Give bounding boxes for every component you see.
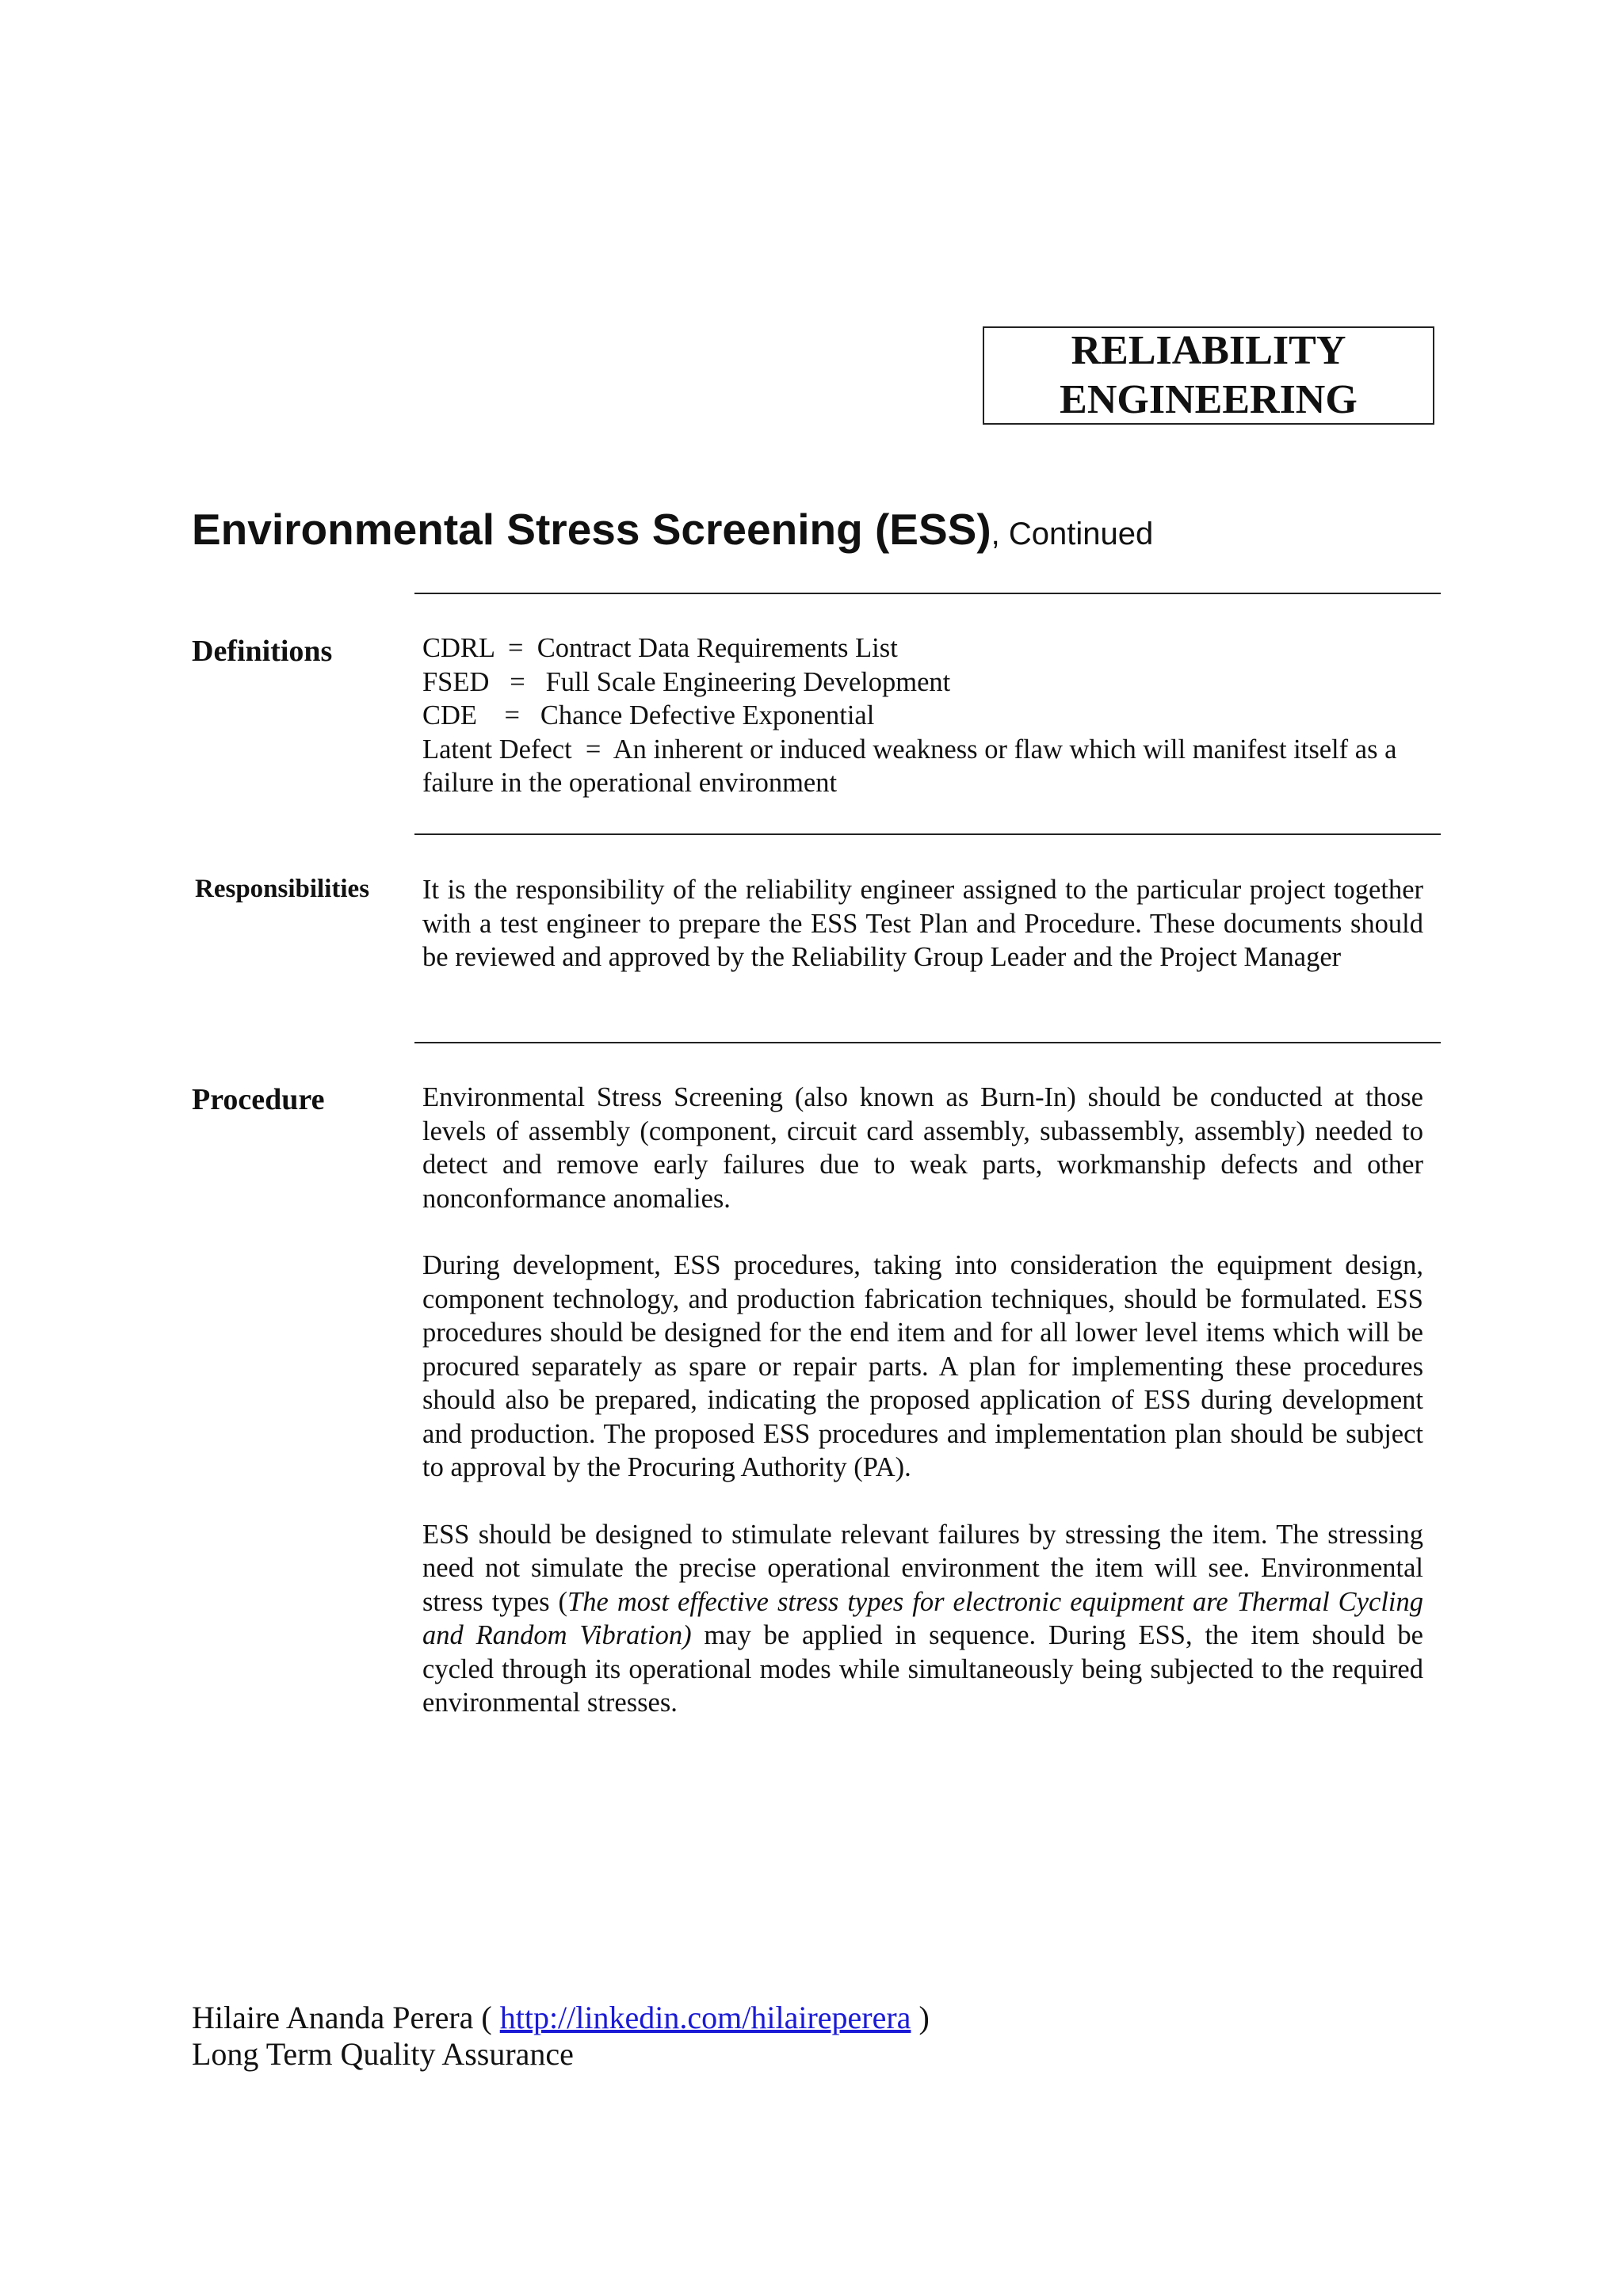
procedure-text-block	[422, 1081, 1423, 1720]
divider-definitions	[414, 833, 1441, 835]
reliability-engineering-box	[983, 326, 1434, 425]
definition-item: Latent Defect = An inherent or induced weakness or flaw which will manifest itself as a failure in the operational environment	[422, 734, 1404, 798]
definitions-list	[422, 631, 1423, 800]
definition-item: CDRL = Contract Data Requirements List	[422, 633, 898, 663]
footer-author-suffix: )	[911, 2000, 930, 2035]
responsibilities-text: It is the responsibility of the reliability engineer assigned to the particular project together with a test engineer to prepare the ESS Test Plan and Procedure. These documents should be reviewed and approved by the Reliability Group Leader and the Project Manager	[422, 875, 1423, 972]
responsibilities-text-block	[422, 873, 1423, 974]
footer	[192, 2000, 930, 2073]
page-title-suffix: , Continued	[991, 517, 1154, 551]
procedure-paragraph-1: Environmental Stress Screening (also known as Burn-In) should be conducted at those levels of assembly (component, circuit card assembly, subassembly, assembly) needed to detect and remove early failures due to weak parts, workmanship defects and other nonconformance anomalies.	[422, 1082, 1423, 1214]
header-box-line2: ENGINEERING	[1060, 377, 1358, 422]
procedure-paragraph-2: During development, ESS procedures, taking into consideration the equipment design, component technology, and production fabrication techniques, should be formulated. ESS procedures should be designed for the end item and for all lower level items which will be procured separately as spare or repair parts. A plan for implementing these procedures should also be prepared, indicating the proposed application of ESS during development and production. The proposed ESS procedures and implementation plan should be subject to approval by the Procuring Authority (PA).	[422, 1250, 1423, 1482]
footer-department: Long Term Quality Assurance	[192, 2036, 574, 2072]
linkedin-link[interactable]: http://linkedin.com/hilaireperera	[499, 2000, 911, 2035]
procedure-paragraph-3-start: ESS should be designed to stimulate relevant failures by stressing the item. The stressing need not simulate the precise operational environment the item will see. Environmental stress types (	[422, 1519, 1423, 1617]
header-box-line1: RELIABILITY	[1071, 328, 1346, 373]
procedure-paragraph-3-end: may be applied in sequence. During ESS, the item should be cycled through its operational modes while simultaneously being subjected to the required environmental stresses.	[422, 1620, 1423, 1718]
divider-top	[414, 593, 1441, 594]
responsibilities-label: Responsibilities	[195, 875, 370, 903]
page-title-main: Environmental Stress Screening (ESS)	[192, 505, 991, 554]
page-title	[192, 504, 1153, 555]
footer-author-line	[192, 2000, 930, 2036]
definition-item: CDE = Chance Defective Exponential	[422, 700, 875, 730]
divider-responsibilities	[414, 1042, 1441, 1043]
footer-author: Hilaire Ananda Perera (	[192, 2000, 500, 2035]
definition-item: FSED = Full Scale Engineering Development	[422, 666, 951, 697]
definitions-label: Definitions	[192, 635, 333, 668]
procedure-paragraph-3	[422, 1518, 1423, 1720]
procedure-paragraph-3-italic: The most effective stress types for electronic equipment are Thermal Cycling and Random Vibration)	[422, 1586, 1423, 1650]
procedure-label: Procedure	[192, 1083, 325, 1116]
